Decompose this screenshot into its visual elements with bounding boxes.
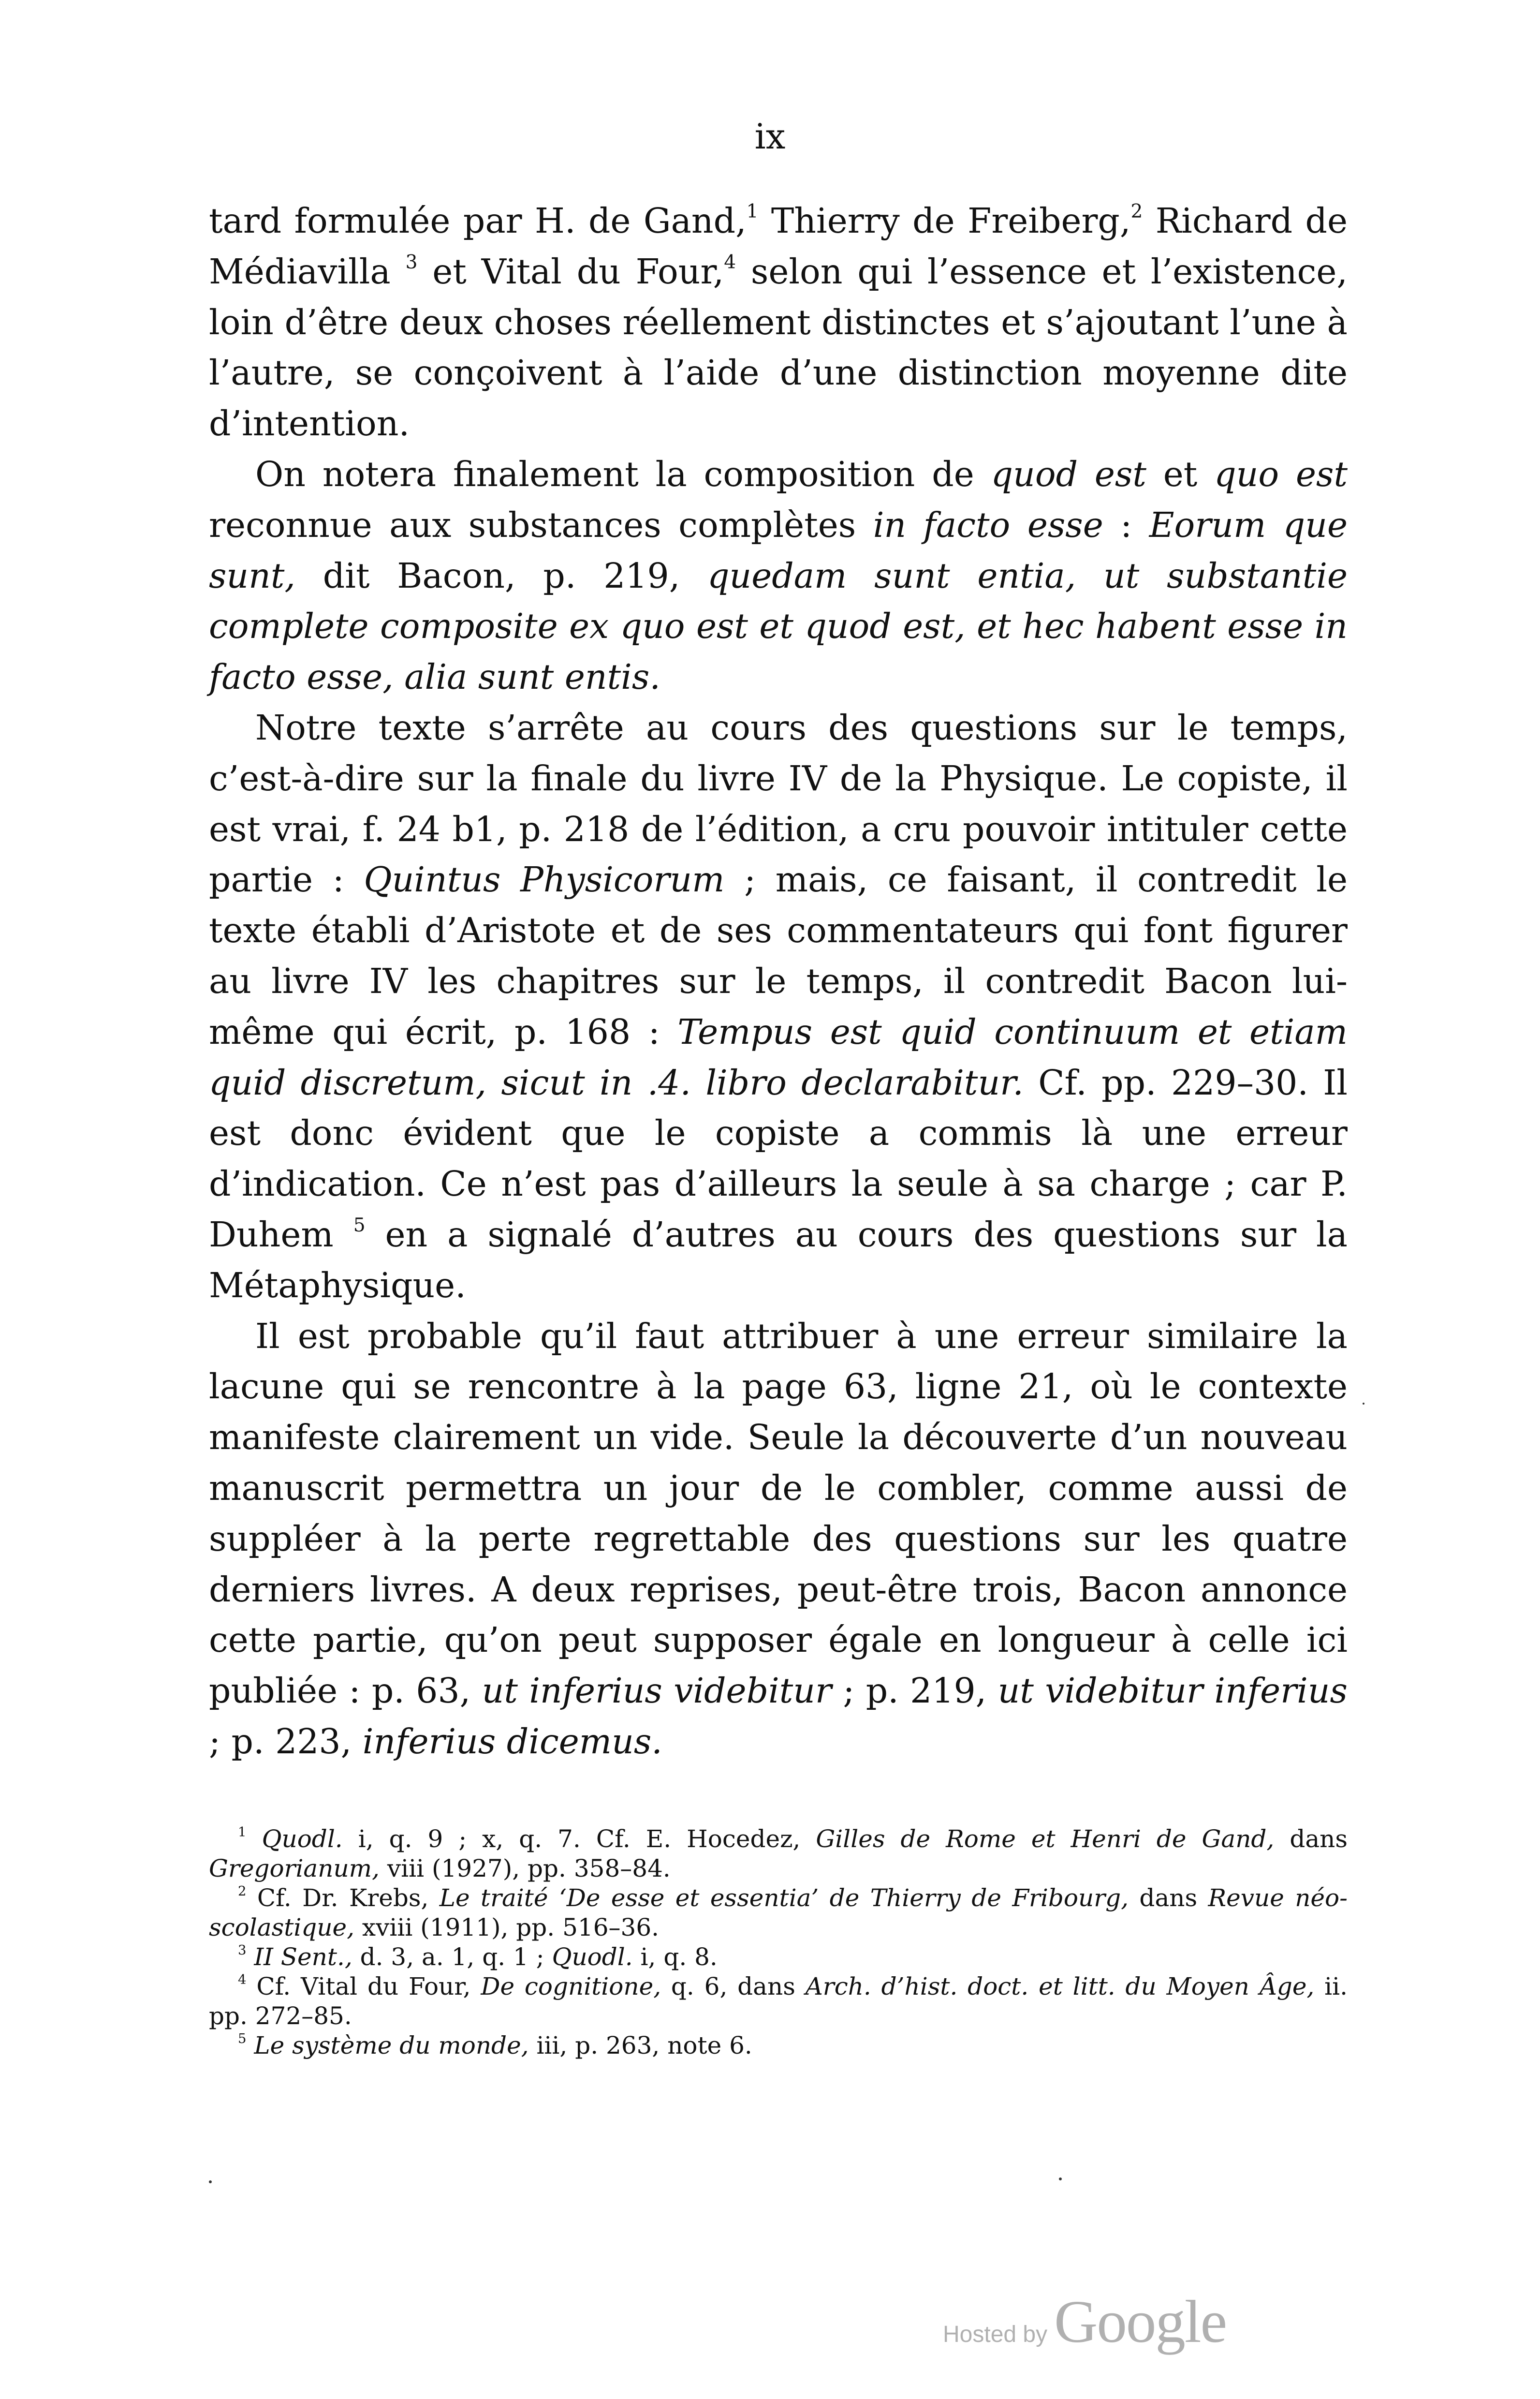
footnote-marker: 5 bbox=[353, 1214, 366, 1236]
italic-text: inferius dicemus. bbox=[362, 1721, 662, 1762]
italic-text: De cognitione, bbox=[481, 1972, 661, 2000]
footnote-marker: 4 bbox=[238, 1972, 247, 1987]
footnote-marker: 2 bbox=[1130, 200, 1143, 222]
text-run: ii. pp. 272–85. bbox=[209, 1972, 1348, 2030]
italic-text: in facto esse bbox=[873, 504, 1103, 545]
scan-speck bbox=[209, 2180, 212, 2183]
footnote-marker: 2 bbox=[238, 1883, 247, 1899]
italic-text: Quodl. bbox=[552, 1943, 633, 1971]
text-run: On notera finalement la composition de bbox=[255, 454, 991, 494]
italic-text: quod est bbox=[991, 454, 1146, 494]
italic-text: Le système du monde, bbox=[254, 2031, 529, 2059]
footnote-marker: 3 bbox=[405, 251, 418, 273]
text-run: reconnue aux substances complètes bbox=[209, 504, 873, 545]
text-run: selon qui l’essence et l’existence, loin d’être deux choses réellement distinctes et s’ajoutant l’une à l’autre, se conçoivent à l’aide d’une distinction moyenne dite d’intention. bbox=[209, 251, 1348, 444]
text-run: q. 6, dans bbox=[661, 1972, 806, 2000]
italic-text: Tempus est quid continuum et etiam quid discretum, sicut in .4. libro declarabitur. bbox=[209, 1011, 1348, 1103]
text-run: ; p. 223, bbox=[209, 1721, 363, 1762]
paragraph bbox=[209, 449, 1348, 703]
italic-text: Eorum que sunt, bbox=[209, 504, 1348, 596]
italic-text: Gregorianum, bbox=[209, 1854, 380, 1882]
text-run: et Vital du Four, bbox=[417, 251, 724, 292]
italic-text: Quintus Physicorum bbox=[364, 859, 725, 900]
text-run bbox=[247, 2031, 254, 2059]
italic-text: ut inferius videbitur bbox=[482, 1671, 832, 1711]
footnote bbox=[209, 1824, 1348, 1883]
italic-text: II Sent., bbox=[254, 1943, 352, 1971]
scan-speck bbox=[1059, 2177, 1062, 2180]
text-run: dit Bacon, p. 219, bbox=[295, 555, 708, 596]
hosted-by-label: Hosted by bbox=[943, 2322, 1048, 2347]
text-run: Il est probable qu’il faut attribuer à une erreur similaire la lacune qui se rencontre à la page 63, ligne 21, où le contexte manifeste clairement un vide. Seule la découverte d’un nouveau manuscrit permettra un jour de le combler, comme aussi de suppléer à la perte regrettable des questions sur les quatre derniers livres. A deux reprises, peut-être trois, Bacon annonce cette partie, qu’on peut supposer égale en longueur à celle ici publiée : p. 63, bbox=[209, 1316, 1348, 1711]
text-run: dans bbox=[1274, 1825, 1348, 1853]
italic-text: Quodl. bbox=[262, 1825, 343, 1853]
text-run: xviii (1911), pp. 516–36. bbox=[354, 1913, 660, 1941]
text-run: Thierry de Freiberg, bbox=[758, 201, 1131, 241]
hosted-by-google-watermark bbox=[943, 2288, 1226, 2357]
footnote-marker: 1 bbox=[746, 200, 759, 222]
paragraph bbox=[209, 196, 1348, 449]
text-run: ; p. 219, bbox=[831, 1671, 998, 1711]
italic-text: Revue néo-scolastique, bbox=[209, 1884, 1348, 1941]
google-logo: Google bbox=[1054, 2289, 1227, 2355]
footnote-marker: 1 bbox=[238, 1824, 247, 1840]
footnote-marker: 3 bbox=[238, 1942, 247, 1958]
text-run bbox=[247, 1825, 262, 1853]
footnote bbox=[209, 1942, 1348, 1972]
scan-speck bbox=[1363, 1403, 1364, 1405]
footnote bbox=[209, 1883, 1348, 1942]
footnote bbox=[209, 1972, 1348, 2031]
italic-text: quedam sunt entia, ut substantie complete composite ex quo est et quod est, et hec habent esse in facto esse, alia sunt entis. bbox=[209, 555, 1348, 697]
page-number: ix bbox=[754, 116, 786, 157]
italic-text: quo est bbox=[1214, 454, 1348, 494]
text-run: Cf. Dr. Krebs, bbox=[246, 1884, 440, 1912]
body-text bbox=[209, 196, 1348, 1767]
text-run: viii (1927), pp. 358–84. bbox=[379, 1854, 671, 1882]
text-run: d. 3, a. 1, q. 1 ; bbox=[352, 1943, 552, 1971]
footnote-marker: 4 bbox=[724, 251, 736, 273]
text-run bbox=[247, 1943, 254, 1971]
text-run: ; mais, ce faisant, il contredit le texte établi d’Aristote et de ses commentateurs qui font figurer au livre IV les chapitres sur le temps, il contredit Bacon lui-même qui écrit, p. 168 : bbox=[209, 859, 1348, 1052]
text-run: Cf. pp. 229–30. Il est donc évident que le copiste a commis là une erreur d’indication. Ce n’est pas d’ailleurs la seule à sa charge ; car P. Duhem bbox=[209, 1062, 1348, 1255]
paragraph bbox=[209, 703, 1348, 1311]
text-run: : bbox=[1103, 504, 1149, 545]
text-run: Cf. Vital du Four, bbox=[246, 1972, 481, 2000]
text-run: iii, p. 263, note 6. bbox=[528, 2031, 752, 2059]
italic-text: Gilles de Rome et Henri de Gand, bbox=[816, 1825, 1275, 1853]
italic-text: ut videbitur inferius bbox=[997, 1671, 1348, 1711]
footnotes bbox=[209, 1824, 1348, 2060]
text-run: et bbox=[1146, 454, 1215, 494]
text-run: i, q. 9 ; x, q. 7. Cf. E. Hocedez, bbox=[342, 1825, 816, 1853]
text-run: i, q. 8. bbox=[632, 1943, 718, 1971]
text-run: en a signalé d’autres au cours des questions sur la Métaphysique. bbox=[209, 1214, 1348, 1305]
italic-text: Le traité ‘De esse et essentia’ de Thierry de Fribourg, bbox=[439, 1884, 1129, 1912]
text-run: Richard de Médiavilla bbox=[209, 201, 1348, 292]
footnote bbox=[209, 2031, 1348, 2060]
paragraph bbox=[209, 1311, 1348, 1767]
italic-text: Arch. d’hist. doct. et litt. du Moyen Âge, bbox=[805, 1972, 1315, 2000]
text-run: dans bbox=[1129, 1884, 1208, 1912]
text-run: Notre texte s’arrête au cours des questions sur le temps, c’est-à-dire sur la finale du livre IV de la Physique. Le copiste, il est vrai, f. 24 b1, p. 218 de l’édition, a cru pouvoir intituler cette partie : bbox=[209, 707, 1348, 900]
footnote-marker: 5 bbox=[238, 2031, 247, 2046]
text-run: tard formulée par H. de Gand, bbox=[209, 201, 747, 241]
